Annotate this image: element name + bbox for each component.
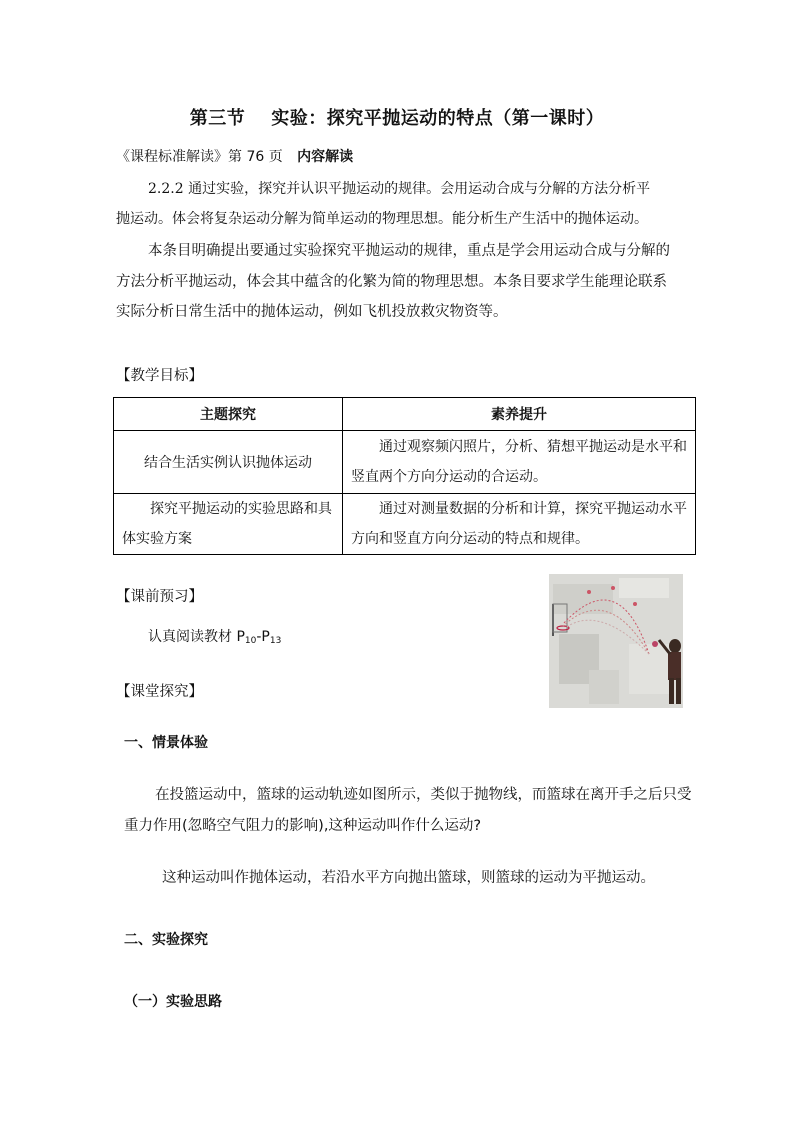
section2-heading: 二、实验探究 bbox=[124, 932, 208, 948]
goal-topic-cell bbox=[114, 494, 343, 555]
goals-col-topic-header: 主题探究 bbox=[114, 398, 343, 431]
source-book: 《课程标准解读》第 76 页 bbox=[116, 149, 283, 165]
preview-text-main: 认真阅读教材 P bbox=[148, 629, 245, 645]
question-line-1: 在投篮运动中，篮球的运动轨迹如图所示，类似于抛物线，而篮球在离开手之后只受 bbox=[155, 787, 692, 803]
goal-skill-line-2: 方向和竖直方向分运动的特点和规律。 bbox=[351, 531, 589, 547]
goal-topic-line-1: 探究平抛运动的实验思路和具 bbox=[150, 501, 332, 517]
goal-skill-line-2: 竖直两个方向分运动的合运动。 bbox=[351, 469, 547, 485]
preview-dash: -P bbox=[256, 629, 270, 645]
section1-heading: 一、情景体验 bbox=[124, 735, 208, 751]
goal-skill-line-1: 通过观察频闪照片，分析、猜想平抛运动是水平和 bbox=[379, 439, 687, 455]
answer-line: 这种运动叫作抛体运动，若沿水平方向抛出篮球，则篮球的运动为平抛运动。 bbox=[162, 870, 655, 886]
interpretation-line-3: 实际分析日常生活中的抛体运动，例如飞机投放救灾物资等。 bbox=[116, 304, 508, 320]
goals-col-skill-header: 素养提升 bbox=[343, 398, 696, 431]
goals-heading: 【教学目标】 bbox=[116, 368, 203, 384]
preview-page-end: 13 bbox=[269, 636, 282, 646]
classroom-heading: 【课堂探究】 bbox=[116, 684, 203, 700]
goal-topic-line-2: 体实验方案 bbox=[122, 531, 192, 547]
section2-subheading: （一）实验思路 bbox=[124, 994, 222, 1010]
page-title bbox=[0, 104, 794, 130]
table-row bbox=[114, 494, 696, 555]
goals-table bbox=[113, 397, 696, 555]
goal-skill-cell bbox=[343, 431, 696, 494]
lesson-title: 实验：探究平抛运动的特点（第一课时） bbox=[271, 108, 605, 129]
question-line-2: 重力作用(忽略空气阻力的影响),这种运动叫作什么运动? bbox=[124, 818, 482, 834]
interpretation-line-1: 本条目明确提出要通过实验探究平抛运动的规律，重点是学会用运动合成与分解的 bbox=[148, 243, 670, 259]
section-number: 第三节 bbox=[189, 108, 246, 129]
table-row bbox=[114, 431, 696, 494]
source-reference bbox=[116, 146, 353, 166]
source-label: 内容解读 bbox=[297, 149, 354, 165]
preview-page-start: 10 bbox=[244, 636, 257, 646]
goal-topic-cell bbox=[114, 431, 343, 494]
goals-table-header-row bbox=[114, 398, 696, 431]
preview-heading: 【课前预习】 bbox=[116, 589, 203, 605]
goal-skill-line-1: 通过对测量数据的分析和计算，探究平抛运动水平 bbox=[379, 501, 687, 517]
preview-text bbox=[148, 626, 281, 646]
goal-skill-cell bbox=[343, 494, 696, 555]
goal-topic-text: 结合生活实例认识抛体运动 bbox=[144, 455, 312, 471]
interpretation-line-2: 方法分析平抛运动，体会其中蕴含的化繁为简的物理思想。本条目要求学生能理论联系 bbox=[116, 274, 667, 290]
standard-line-1: 2.2.2 通过实验，探究并认识平抛运动的规律。会用运动合成与分解的方法分析平 bbox=[148, 181, 651, 197]
basketball-shot-photo bbox=[549, 574, 683, 708]
standard-line-2: 抛运动。体会将复杂运动分解为简单运动的物理思想。能分析生产生活中的抛体运动。 bbox=[116, 211, 648, 227]
